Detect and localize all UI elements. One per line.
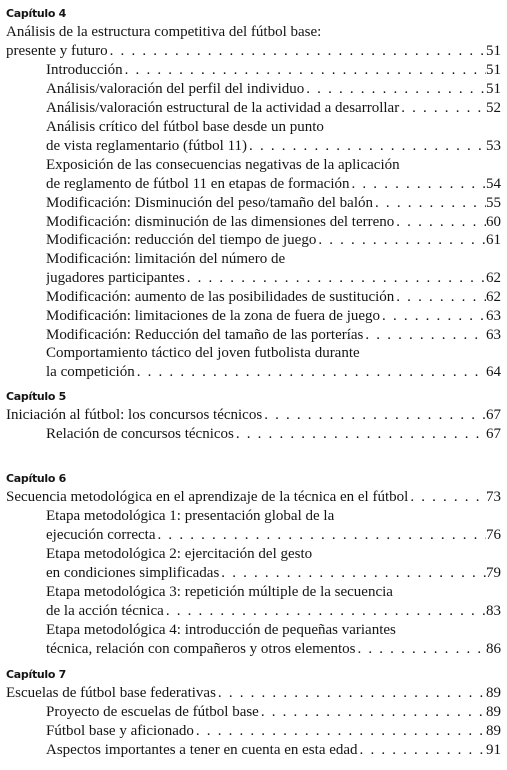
dot-leader [185, 268, 486, 288]
page-number: 89 [486, 704, 501, 720]
toc-entry-text: Fútbol base y aficionado [46, 723, 194, 739]
toc-entry-text: Modificación: limitaciones de la zona de fuera de juego [46, 308, 381, 324]
dot-leader [358, 740, 486, 760]
dot-leader [355, 639, 486, 659]
toc-entry [46, 506, 501, 526]
toc-entry [46, 136, 501, 156]
chapter-title [6, 41, 501, 61]
chapter-title-text: Escuelas de fútbol base federativas [6, 685, 216, 701]
toc-entry-text: Modificación: Disminución del peso/tamaño del balón [46, 195, 374, 211]
page-number: 60 [486, 214, 501, 230]
toc-entry [46, 620, 501, 640]
toc-entry [46, 117, 501, 137]
toc-entry [46, 79, 501, 99]
toc-entry-text: de vista reglamentario (fútbol 11) [46, 138, 248, 154]
toc-entry-text: Aspectos importantes a tener en cuenta en esta edad [46, 742, 358, 758]
page-number: 51 [486, 62, 501, 78]
page-number: 63 [486, 308, 501, 324]
toc-entry-text: Etapa metodológica 1: presentación global de la [46, 508, 335, 524]
toc-entry [46, 721, 501, 741]
page-number: 73 [486, 489, 501, 505]
dot-leader [399, 98, 486, 118]
toc-entry-text: de la acción técnica [46, 603, 164, 619]
dot-leader [373, 193, 486, 213]
toc-entry [46, 563, 501, 583]
toc-entry-text: Etapa metodológica 4: introducción de pequeñas variantes [46, 622, 396, 638]
dot-leader [259, 702, 486, 722]
chapter-title-text: Iniciación al fútbol: los concursos técnicos [6, 407, 263, 423]
toc-entry-text: ejecución correcta [46, 527, 156, 543]
toc-entry [46, 702, 501, 722]
page-number: 76 [486, 527, 501, 543]
toc-entry-text: jugadores participantes [46, 270, 185, 286]
chapter-label: Capítulo 7 [6, 668, 67, 681]
page-number: 67 [486, 426, 501, 442]
toc-entry [46, 212, 501, 232]
chapter-title-text: Análisis de la estructura competitiva del fútbol base: [6, 24, 322, 40]
dot-leader [394, 212, 486, 232]
toc-entry [46, 362, 501, 382]
page-number: 89 [486, 685, 501, 701]
toc-entry [46, 424, 501, 444]
dot-leader [350, 174, 487, 194]
page-number: 51 [486, 43, 501, 59]
page-number: 52 [486, 100, 501, 116]
dot-leader [380, 306, 486, 326]
toc-entry-text: Modificación: disminución de las dimensiones del terreno [46, 214, 395, 230]
chapter-label: Capítulo 5 [6, 390, 67, 403]
toc-entry [46, 306, 501, 326]
toc-entry [46, 601, 501, 621]
page-number: 53 [486, 138, 501, 154]
chapter-title [6, 405, 501, 425]
dot-leader [216, 683, 486, 703]
dot-leader [123, 60, 486, 80]
page-number: 61 [486, 232, 501, 248]
toc-entry-text: Exposición de las consecuencias negativas de la aplicación [46, 157, 400, 173]
dot-leader [135, 362, 486, 382]
toc-entry-text: Modificación: reducción del tiempo de juego [46, 232, 317, 248]
chapter-title [6, 22, 501, 42]
toc-entry [46, 249, 501, 269]
toc-entry-text: Modificación: Reducción del tamaño de las porterías [46, 327, 364, 343]
toc-entry-text: en condiciones simplificadas [46, 565, 220, 581]
chapter-title [6, 683, 501, 703]
toc-entry-text: Análisis/valoración estructural de la actividad a desarrollar [46, 100, 400, 116]
page-number: 83 [486, 603, 501, 619]
dot-leader [394, 287, 486, 307]
chapter-title-text: Secuencia metodológica en el aprendizaje de la técnica en el fútbol [6, 489, 409, 505]
dot-leader [316, 230, 486, 250]
toc-entry-text: Modificación: aumento de las posibilidades de sustitución [46, 289, 395, 305]
toc-entry [46, 174, 501, 194]
toc-entry-text: la competición [46, 364, 135, 380]
toc-entry-text: Etapa metodológica 2: ejercitación del gesto [46, 546, 313, 562]
toc-entry-text: de reglamento de fútbol 11 en etapas de formación [46, 176, 350, 192]
toc-entry-text: Comportamiento táctico del joven futbolista durante [46, 345, 360, 361]
toc-entry [46, 325, 501, 345]
toc-entry [46, 268, 501, 288]
toc-entry-text: técnica, relación con compañeros y otros elementos [46, 641, 356, 657]
dot-leader [304, 79, 486, 99]
toc-entry [46, 60, 501, 80]
dot-leader [247, 136, 486, 156]
toc-entry-text: Modificación: limitación del número de [46, 251, 286, 267]
toc-entry [46, 582, 501, 602]
page-number: 62 [486, 289, 501, 305]
dot-leader [234, 424, 486, 444]
page-number: 55 [486, 195, 501, 211]
chapter-title-text: presente y futuro [6, 43, 108, 59]
toc-entry [46, 740, 501, 760]
page-number: 89 [486, 723, 501, 739]
page-number: 64 [486, 364, 501, 380]
dot-leader [164, 601, 486, 621]
page-number: 54 [486, 176, 501, 192]
chapter-label: Capítulo 6 [6, 472, 67, 485]
toc-entry [46, 287, 501, 307]
toc-entry [46, 544, 501, 564]
page-number: 62 [486, 270, 501, 286]
dot-leader [194, 721, 486, 741]
toc-entry [46, 639, 501, 659]
dot-leader [108, 41, 486, 61]
toc-entry-text: Introducción [46, 62, 123, 78]
dot-leader [262, 405, 486, 425]
page-number: 86 [486, 641, 501, 657]
chapter-title [6, 487, 501, 507]
page-number: 63 [486, 327, 501, 343]
toc-entry-text: Proyecto de escuelas de fútbol base [46, 704, 259, 720]
dot-leader [156, 525, 486, 545]
toc-entry [46, 98, 501, 118]
toc-entry-text: Relación de concursos técnicos [46, 426, 234, 442]
dot-leader [408, 487, 486, 507]
toc-entry-text: Análisis crítico del fútbol base desde un punto [46, 119, 324, 135]
toc-entry [46, 525, 501, 545]
toc-entry-text: Etapa metodológica 3: repetición múltiple de la secuencia [46, 584, 393, 600]
page-number: 51 [486, 81, 501, 97]
toc-entry-text: Análisis/valoración del perfil del individuo [46, 81, 305, 97]
page-number: 79 [486, 565, 501, 581]
toc-entry [46, 230, 501, 250]
page-number: 67 [486, 407, 501, 423]
page-number: 91 [486, 742, 501, 758]
chapter-label: Capítulo 4 [6, 7, 67, 20]
dot-leader [219, 563, 486, 583]
toc-entry [46, 193, 501, 213]
dot-leader [363, 325, 486, 345]
toc-entry [46, 155, 501, 175]
toc-entry [46, 343, 501, 363]
